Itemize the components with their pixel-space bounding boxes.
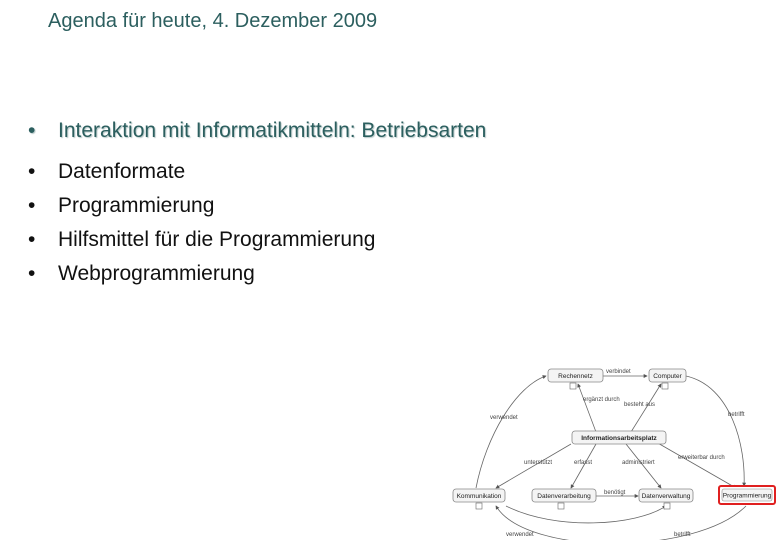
edge-label: betrifft <box>674 532 691 538</box>
node-programmierung <box>719 486 775 504</box>
edge-label: unterstützt <box>524 460 553 466</box>
edge-label: verbindet <box>606 369 631 375</box>
svg-text:Kommunikation: Kommunikation <box>456 493 502 500</box>
node-datenverarbeitung <box>532 489 596 509</box>
agenda-item <box>28 257 486 291</box>
svg-text:Programmierung: Programmierung <box>722 492 772 500</box>
edge-kommunikation-datenverwaltung <box>506 506 666 523</box>
agenda-item-label: Webprogrammierung <box>58 262 255 285</box>
bullet-icon: • <box>28 194 36 217</box>
edge-info-computer <box>631 384 661 432</box>
document-icon <box>570 383 576 389</box>
edge-info-programmierung <box>656 442 736 488</box>
svg-text:Informationsarbeitsplatz: Informationsarbeitsplatz <box>581 435 657 442</box>
edge-label: benötigt <box>604 490 626 496</box>
document-icon <box>662 383 668 389</box>
agenda-item <box>28 155 486 189</box>
edge-label: verwendet <box>506 532 534 538</box>
edge-kommunikation-rechennetz <box>476 376 546 488</box>
bullet-icon: • <box>28 160 36 183</box>
agenda-list <box>28 117 486 291</box>
bullet-icon: • <box>28 262 36 285</box>
agenda-item-label: Programmierung <box>58 194 215 217</box>
document-icon <box>558 503 564 509</box>
edge-info-datenverarbeitung <box>571 444 596 488</box>
agenda-item <box>28 189 486 223</box>
svg-text:Computer: Computer <box>653 373 682 380</box>
agenda-item <box>28 223 486 257</box>
agenda-item-label: Datenformate <box>58 160 186 183</box>
edge-label: besteht aus <box>624 402 656 408</box>
bullet-icon: • <box>28 228 36 251</box>
edge-info-datenverwaltung <box>626 444 661 488</box>
node-informationsarbeitsplatz <box>572 431 666 444</box>
edge-label: ergänzt durch <box>583 397 620 403</box>
slide-title: Agenda für heute, 4. Dezember 2009 <box>48 10 378 32</box>
svg-text:Rechennetz: Rechennetz <box>558 373 593 380</box>
node-kommunikation <box>453 489 505 509</box>
edge-label: verwendet <box>490 415 518 421</box>
node-computer <box>649 369 686 389</box>
edge-info-kommunikation <box>496 444 571 488</box>
edge-label: betrifft <box>728 412 745 418</box>
agenda-item-label: Interaktion mit Informatikmitteln: Betriebsarten <box>58 119 487 142</box>
document-icon <box>664 503 670 509</box>
concept-map-diagram <box>446 356 780 540</box>
svg-text:Datenverwaltung: Datenverwaltung <box>641 493 691 500</box>
edge-computer-programmierung <box>686 376 744 486</box>
edge-label: erweiterbar durch <box>678 455 725 461</box>
document-icon <box>476 503 482 509</box>
edge-label: administriert <box>622 460 655 466</box>
edge-info-rechennetz <box>578 384 596 432</box>
edge-label: erfasst <box>574 460 593 466</box>
svg-text:Datenverarbeitung: Datenverarbeitung <box>537 493 591 500</box>
node-rechennetz <box>548 369 603 389</box>
agenda-item-label: Hilfsmittel für die Programmierung <box>58 228 376 251</box>
agenda-item-current <box>28 117 486 145</box>
node-datenverwaltung <box>639 489 693 509</box>
bullet-icon: • <box>28 119 36 142</box>
